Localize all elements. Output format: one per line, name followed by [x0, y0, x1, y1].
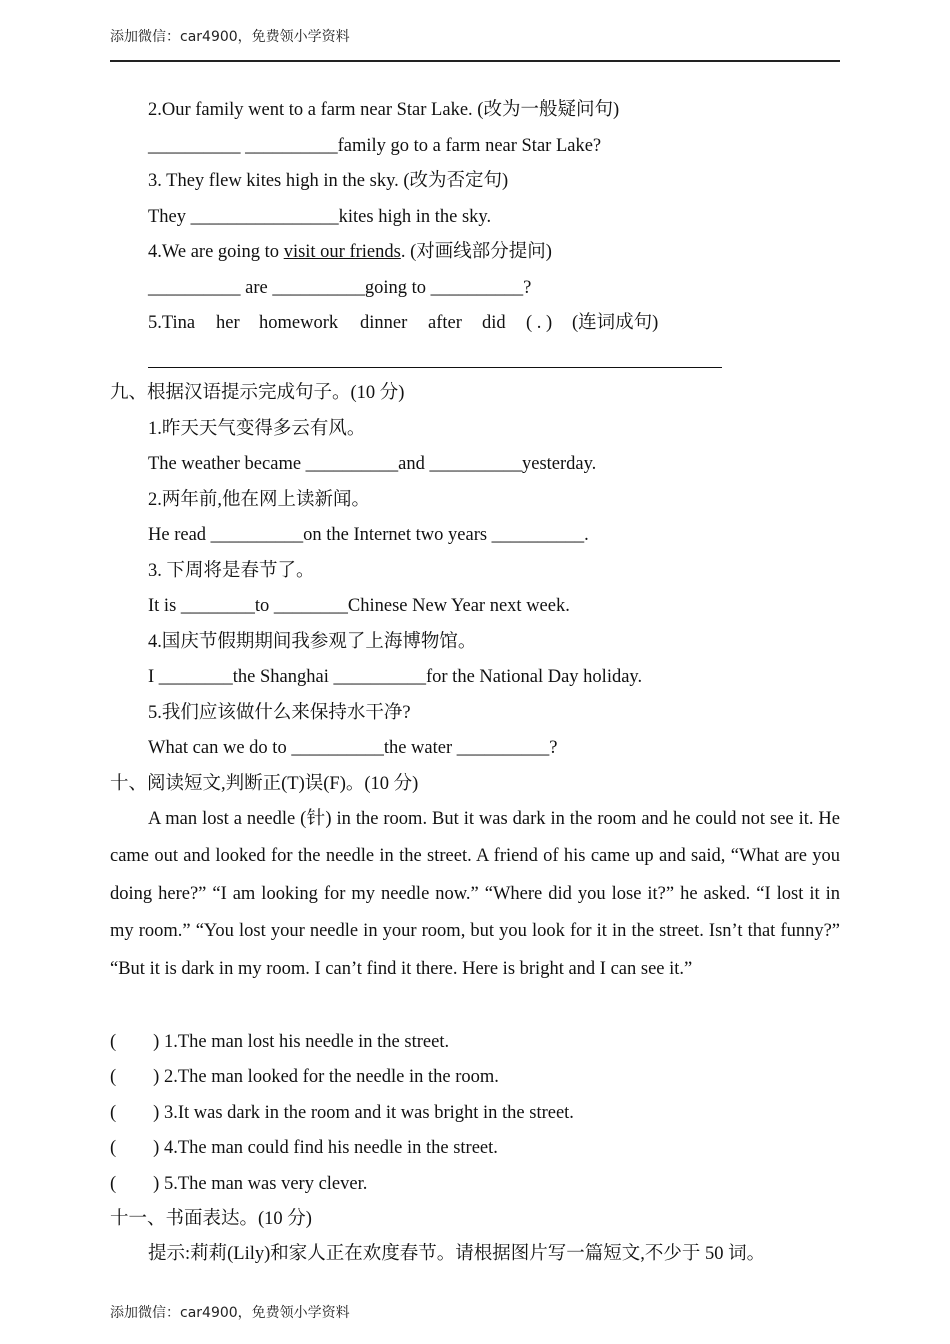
tf-question-1: ( ) 1.The man lost his needle in the street.: [110, 1032, 450, 1052]
q8-4-prompt-before: 4.We are going to: [148, 242, 284, 262]
q8-4-underlined-phrase: visit our friends: [283, 242, 401, 262]
part9-title: 九、根据汉语提示完成句子。(10 分): [110, 383, 405, 403]
reading-passage: A man lost a needle (针) in the room. But it was dark in the room and he could not see it. He came out and looked for the needle in the street. A friend of his came up and said, “What are you doing here?” “I am looking for my needle now.” “Where did you lose it?” he asked. “I lost it in my room.” “You lost your needle in your room, but you look for it in the street. Isn’t that funny?” “But it is dark in my room. I can’t find it there. Here is bright and I can see it.”: [110, 809, 840, 979]
tf-question-5: ( ) 5.The man was very clever.: [110, 1174, 368, 1194]
q8-4-answer-line: __________ are __________going to __________?: [148, 278, 532, 298]
q9-5-chinese: 5.我们应该做什么来保持水干净?: [148, 703, 411, 723]
q9-4-chinese: 4.国庆节假期期间我参观了上海博物馆。: [148, 632, 477, 652]
q8-3-prompt: 3. They flew kites high in the sky. (改为否定句): [148, 171, 509, 191]
word-tile: homework: [259, 313, 339, 333]
word-tile: after: [428, 313, 462, 333]
tf-question-3: ( ) 3.It was dark in the room and it was bright in the street.: [110, 1103, 574, 1123]
q9-5-english: What can we do to __________the water __________?: [148, 738, 558, 758]
q8-4-prompt-after: . (对画线部分提问): [400, 242, 552, 262]
page-footer-text: 添加微信：car4900，免费领小学资料: [110, 1305, 350, 1321]
q8-4-prompt: [148, 241, 552, 263]
tf-question-4: ( ) 4.The man could find his needle in the street.: [110, 1138, 498, 1158]
q9-3-chinese: 3. 下周将是春节了。: [148, 561, 315, 581]
tf-question-2: ( ) 2.The man looked for the needle in the room.: [110, 1067, 499, 1087]
q8-3-answer-line: They ________________kites high in the sky.: [148, 207, 492, 227]
word-tile: her: [216, 313, 240, 333]
q9-1-english: The weather became __________and __________yesterday.: [148, 454, 597, 474]
q8-2-answer-line: __________ __________family go to a farm near Star Lake?: [148, 136, 602, 156]
q8-2-prompt: 2.Our family went to a farm near Star Lake. (改为一般疑问句): [148, 100, 620, 120]
part10-title: 十、阅读短文,判断正(T)误(F)。(10 分): [110, 774, 419, 794]
q9-4-english: I ________the Shanghai __________for the National Day holiday.: [148, 667, 643, 687]
writing-prompt: 提示:莉莉(Lily)和家人正在欢度春节。请根据图片写一篇短文,不少于 50 词。: [148, 1244, 766, 1264]
q9-2-chinese: 2.两年前,他在网上读新闻。: [148, 490, 371, 510]
q8-5-answer-rule: [148, 367, 722, 368]
header-rule: [110, 60, 840, 62]
word-tile: did: [482, 313, 506, 333]
q9-3-english: It is ________to ________Chinese New Year next week.: [148, 596, 570, 616]
q9-2-english: He read __________on the Internet two years __________.: [148, 525, 589, 545]
instruction-tag: (连词成句): [572, 313, 659, 333]
q9-1-chinese: 1.昨天天气变得多云有风。: [148, 419, 366, 439]
q8-5-words: [0, 312, 950, 334]
word-tile: 5.Tina: [148, 313, 196, 333]
word-tile: ( . ): [526, 313, 553, 333]
page-header-text: 添加微信：car4900，免费领小学资料: [110, 29, 350, 45]
word-tile: dinner: [360, 313, 408, 333]
part11-title: 十一、书面表达。(10 分): [110, 1209, 312, 1229]
